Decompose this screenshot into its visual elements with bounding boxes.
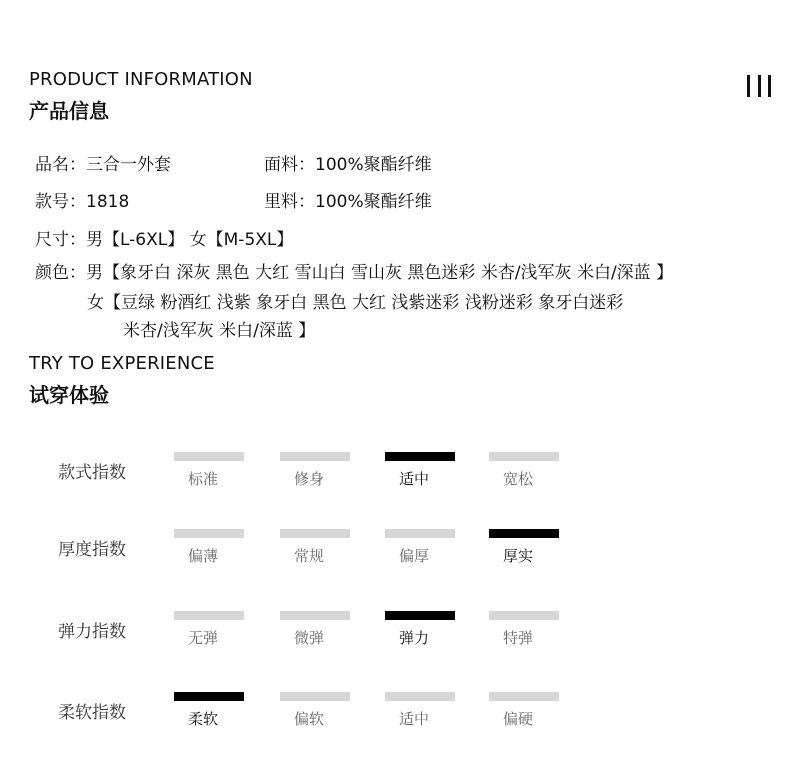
gauge-bar	[385, 529, 455, 538]
menu-icon-bar	[768, 75, 771, 97]
gauge-option	[489, 452, 559, 489]
gauge-bar	[280, 452, 350, 461]
gauge-option-label: 偏硬	[503, 710, 534, 728]
gauge-option-label: 微弹	[294, 629, 325, 647]
gauge-option	[385, 611, 455, 648]
gauge-option-label: 偏薄	[188, 547, 219, 565]
experience-title-en: TRY TO EXPERIENCE	[29, 353, 215, 374]
gauge-option	[174, 529, 244, 566]
gauge-label: 款式指数	[58, 463, 126, 483]
gauge-bar-selected	[385, 611, 455, 620]
gauge-option	[280, 452, 350, 489]
gauge-bar	[489, 611, 559, 620]
gauge-bar	[174, 611, 244, 620]
gauge-label: 弹力指数	[58, 622, 126, 642]
gauge-label: 柔软指数	[58, 703, 126, 723]
gauge-option	[174, 692, 244, 729]
product-info-title-en: PRODUCT INFORMATION	[29, 69, 253, 90]
gauge-option-label: 无弹	[188, 629, 219, 647]
gauge-option-label: 宽松	[503, 470, 534, 488]
gauge-option-label: 偏厚	[399, 547, 430, 565]
gauge-option-label: 特弹	[503, 629, 534, 647]
gauge-bar-selected	[489, 529, 559, 538]
gauge-option	[489, 692, 559, 729]
gauge-bar	[280, 529, 350, 538]
gauge-label: 厚度指数	[58, 540, 126, 560]
product-colors-male: 颜色：男【象牙白 深灰 黑色 大红 雪山白 雪山灰 黑色迷彩 米杏/浅军灰 米白/深蓝 】	[35, 263, 674, 283]
menu-icon[interactable]	[747, 75, 771, 97]
gauge-option-label: 柔软	[188, 710, 219, 728]
gauge-bar-selected	[385, 452, 455, 461]
gauge-option	[174, 611, 244, 648]
menu-icon-bar	[758, 75, 761, 97]
gauge-bar-selected	[174, 692, 244, 701]
gauge-option	[489, 529, 559, 566]
menu-icon-bar	[747, 75, 750, 97]
gauge-bar	[280, 611, 350, 620]
gauge-option-label: 适中	[399, 470, 430, 488]
product-lining: 里料：100%聚酯纤维	[264, 192, 432, 212]
gauge-option	[280, 692, 350, 729]
gauge-bar	[489, 452, 559, 461]
product-colors-female-cont: 米杏/浅军灰 米白/深蓝 】	[123, 321, 316, 341]
gauge-option	[385, 692, 455, 729]
gauge-option	[174, 452, 244, 489]
product-name: 品名：三合一外套	[35, 155, 171, 175]
gauge-option	[385, 529, 455, 566]
product-size: 尺寸：男【L-6XL】 女【M-5XL】	[35, 230, 294, 250]
gauge-option-label: 适中	[399, 710, 430, 728]
gauge-bar	[280, 692, 350, 701]
gauge-option-label: 修身	[294, 470, 325, 488]
product-style-no: 款号：1818	[35, 192, 130, 212]
gauge-option	[280, 529, 350, 566]
gauge-option	[280, 611, 350, 648]
gauge-option	[489, 611, 559, 648]
experience-title-cn: 试穿体验	[29, 383, 109, 407]
gauge-bar	[385, 692, 455, 701]
gauge-bar	[174, 529, 244, 538]
gauge-option-label: 常规	[294, 547, 325, 565]
product-info-title-cn: 产品信息	[29, 99, 109, 123]
gauge-bar	[489, 692, 559, 701]
product-colors-female: 女【豆绿 粉酒红 浅紫 象牙白 黑色 大红 浅紫迷彩 浅粉迷彩 象牙白迷彩	[87, 293, 624, 313]
product-fabric: 面料：100%聚酯纤维	[264, 155, 432, 175]
gauge-bar	[174, 452, 244, 461]
gauge-option-label: 弹力	[399, 629, 430, 647]
gauge-option-label: 标准	[188, 470, 219, 488]
gauge-option	[385, 452, 455, 489]
gauge-option-label: 厚实	[503, 547, 534, 565]
gauge-option-label: 偏软	[294, 710, 325, 728]
